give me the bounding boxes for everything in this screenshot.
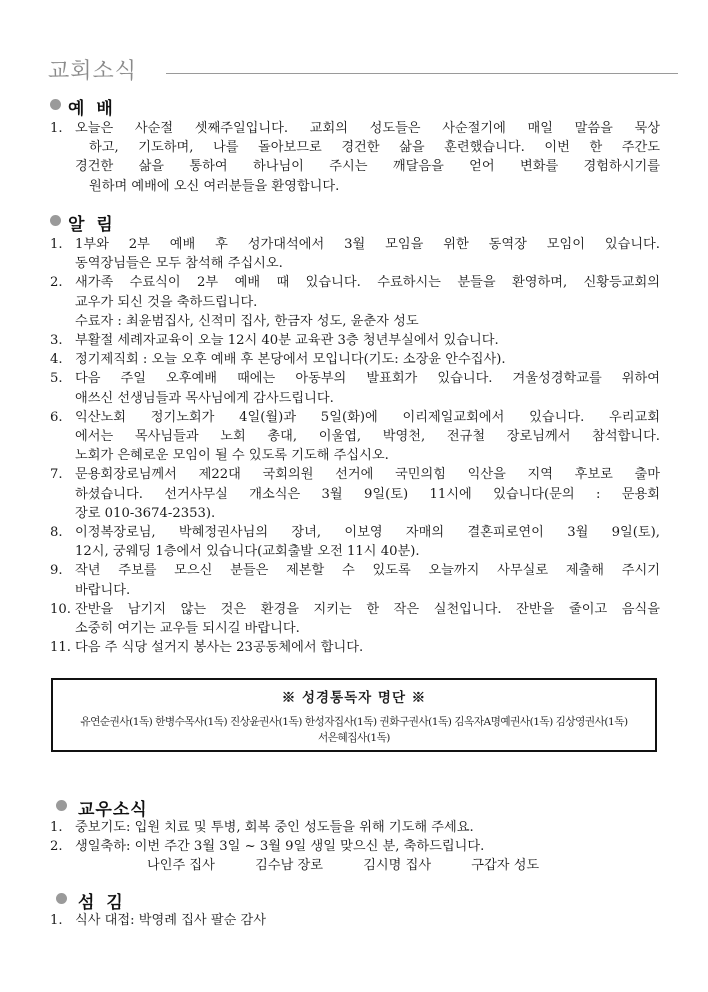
item-line: 부활절 세례자교육이 오늘 12시 40분 교육관 3층 청년부실에서 있습니다.: [75, 333, 499, 349]
item-line: 정기제직회 : 오늘 오후 예배 후 본당에서 모입니다(기도: 소장윤 안수집사).: [75, 352, 506, 368]
worship-list: [48, 119, 660, 196]
notice-item-3: [48, 331, 660, 350]
birthday-list: [75, 856, 608, 875]
item-number: 4.: [50, 352, 63, 368]
item-line: 원하며 예배에 오신 여러분들을 환영합니다.: [89, 178, 340, 194]
members-item-2: [48, 837, 608, 875]
item-number: 1.: [50, 820, 63, 835]
birthday-name: 나인주 집사: [147, 858, 215, 874]
item-line: 에서는 목사님들과 노회 총대, 이울엽, 박영천, 전규철 장로님께서 참석합니다.: [75, 429, 660, 445]
section-bullet-icon: [50, 215, 61, 226]
item-number: 1.: [50, 121, 63, 136]
members-header: [48, 795, 608, 819]
section-bullet-icon: [50, 99, 61, 110]
item-line: 바랍니다.: [75, 582, 131, 598]
birthday-name: 김시명 집사: [363, 858, 432, 874]
notice-item-5: [48, 369, 660, 407]
item-number: 2.: [50, 275, 63, 291]
notice-item-2: [48, 273, 660, 331]
item-number: 1.: [50, 237, 63, 252]
item-line: 수료자 : 최윤범집사, 신적미 집사, 한금자 성도, 윤춘자 성도: [75, 313, 419, 329]
page-header: [48, 54, 678, 88]
notice-item-7: [48, 465, 660, 523]
bible-readers-names: [53, 714, 655, 746]
section-bullet-icon: [56, 800, 67, 811]
item-line: 경건한 삶을 통하여 하나님이 주시는 깨달음을 얻어 변화를 경험하시기를: [75, 159, 660, 175]
item-number: 10.: [50, 601, 71, 617]
item-line: 애쓰신 선생님들과 목사님에게 감사드립니다.: [75, 390, 334, 406]
item-line: 교우가 되신 것을 축하드립니다.: [75, 294, 258, 310]
notice-item-8: [48, 523, 660, 561]
item-line: 하고, 기도하며, 나를 돌아보므로 경건한 삶을 훈련했습니다. 이번 한 주간도: [89, 140, 660, 156]
item-number: 1.: [50, 913, 63, 928]
item-line: 하셨습니다. 선거사무실 개소식은 3월 9일(토) 11시에 있습니다(문의 : 문용회: [75, 486, 660, 502]
service-item-1: [48, 911, 608, 930]
item-number: 5.: [50, 371, 63, 387]
item-line: 12시, 궁웨딩 1층에서 있습니다(교회출발 오전 11시 40분).: [75, 544, 420, 560]
notices-list: [48, 235, 660, 657]
birthday-name: 김수남 장로: [255, 858, 323, 874]
item-line: 생일축하: 이번 주간 3월 3일 ~ 3월 9일 생일 맞으신 분, 축하드립니다.: [75, 839, 485, 855]
page-title: 교회소식: [48, 59, 138, 84]
notices-header: [48, 210, 660, 234]
worship-section: [48, 94, 660, 196]
item-number: 2.: [50, 839, 63, 855]
item-line: 작년 주보를 모으신 분들은 제본할 수 있도록 오늘까지 사무실로 제출해 주시기: [75, 563, 660, 579]
notice-item-4: [48, 350, 660, 369]
notice-item-10: [48, 600, 660, 638]
bible-readers-title: ※ 성경통독자 명단 ※: [281, 690, 427, 706]
item-number: 9.: [50, 563, 63, 579]
members-item-1: [48, 818, 608, 837]
item-number: 8.: [50, 525, 63, 541]
item-line: 노회가 은혜로운 모임이 될 수 있도록 기도해 주십시오.: [75, 448, 389, 464]
item-number: 11.: [50, 640, 71, 656]
item-line: 중보기도: 입원 치료 및 투병, 회복 중인 성도들을 위해 기도해 주세요.: [75, 820, 474, 835]
notice-item-6: [48, 408, 660, 466]
service-heading: 섬 김: [78, 893, 126, 913]
worship-item-1: [48, 119, 660, 196]
item-line: 소중히 여기는 교우들 되시길 바랍니다.: [75, 621, 300, 637]
worship-header: [48, 94, 660, 118]
service-list: [48, 911, 608, 930]
notices-heading: 알 림: [68, 215, 116, 235]
item-line: 동역장님들은 모두 참석해 주십시오.: [75, 256, 283, 272]
notice-item-1: [48, 235, 660, 273]
bible-readers-line: 유연순권사(1독) 한병수목사(1독) 진상윤권사(1독) 한성자집사(1독) 권화구권사(1독) 김옥자A명예권사(1독) 김상영권사(1독): [80, 716, 628, 728]
item-line: 문용회장로님께서 제22대 국회의원 선거에 국민의힘 익산을 지역 후보로 출마: [75, 467, 660, 483]
bible-readers-box: [51, 678, 657, 752]
title-divider: [166, 73, 678, 74]
item-line: 이정복장로님, 박혜정권사님의 장녀, 이보영 자매의 결혼피로연이 3월 9일(토),: [75, 525, 660, 541]
item-line: 다음 주 식당 설거지 봉사는 23공동체에서 합니다.: [75, 640, 364, 656]
item-line: 장로 010-3674-2353).: [75, 505, 216, 521]
item-number: 3.: [50, 333, 63, 349]
item-line: 잔반을 남기지 않는 것은 환경을 지키는 한 작은 실천입니다. 잔반을 줄이고 음식을: [75, 601, 660, 617]
members-list: [48, 818, 608, 876]
service-section: [48, 888, 608, 930]
item-number: 7.: [50, 467, 63, 483]
item-number: 6.: [50, 409, 63, 425]
members-heading: 교우소식: [78, 800, 148, 820]
notice-item-11: [48, 638, 660, 657]
worship-heading: 예 배: [68, 99, 116, 119]
notice-item-9: [48, 561, 660, 599]
item-line: 식사 대접: 박영례 집사 팔순 감사: [75, 913, 267, 928]
item-line: 다음 주일 오후예배 때에는 아동부의 발표회가 있습니다. 겨울성경학교를 위하여: [75, 371, 660, 387]
bible-readers-line: 서은혜집사(1독): [318, 732, 390, 744]
section-bullet-icon: [56, 893, 67, 904]
item-line: 새가족 수료식이 2부 예배 때 있습니다. 수료하시는 분들을 환영하며, 신황등교회의: [75, 275, 660, 291]
service-header: [48, 888, 608, 912]
item-line: 익산노회 정기노회가 4일(월)과 5일(화)에 이리제일교회에서 있습니다. 우리교회: [75, 409, 660, 425]
item-line: 1부와 2부 예배 후 성가대석에서 3월 모임을 위한 동역장 모임이 있습니다.: [75, 237, 660, 252]
notices-section: [48, 210, 660, 657]
birthday-name: 구갑자 성도: [471, 858, 540, 874]
item-line: 오늘은 사순절 셋째주일입니다. 교회의 성도들은 사순절기에 매일 말씀을 묵상: [75, 121, 660, 136]
members-section: [48, 795, 608, 876]
